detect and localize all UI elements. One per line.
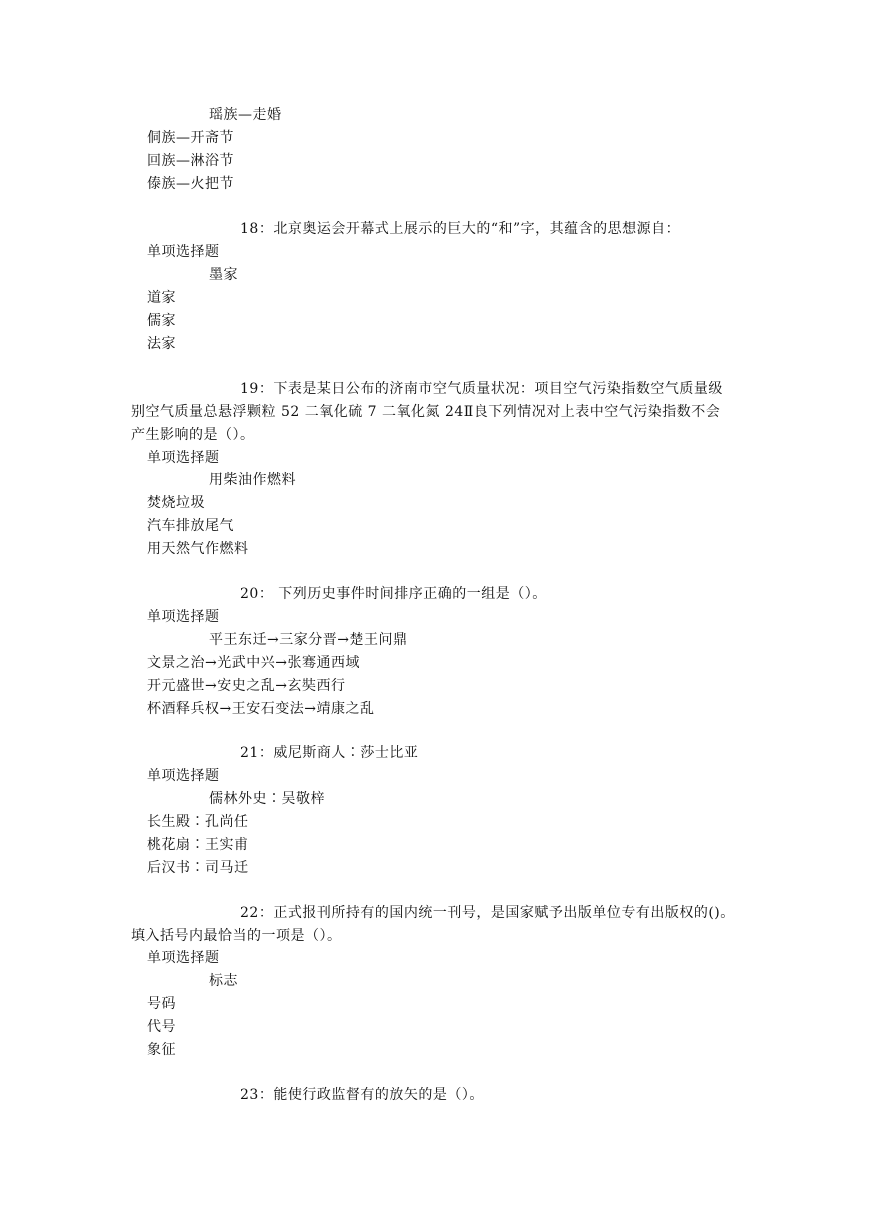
question-19-type: 单项选择题 [147, 450, 220, 466]
question-18-option-c[interactable]: 儒家 [147, 313, 176, 329]
question-21-option-b[interactable]: 长生殿∶孔尚任 [147, 814, 249, 830]
question-19-option-b[interactable]: 焚烧垃圾 [147, 495, 205, 511]
question-18-type: 单项选择题 [147, 244, 220, 260]
question-19-stem-line-1: 19：下表是某日公布的济南市空气质量状况：项目空气污染指数空气质量级 [240, 381, 723, 397]
question-20-option-b[interactable]: 文景之治→光武中兴→张骞通西域 [147, 655, 360, 671]
question-19-option-d[interactable]: 用天然气作燃料 [147, 541, 249, 557]
question-20-stem: 20： 下列历史事件时间排序正确的一组是（）。 [240, 586, 547, 602]
option-a[interactable]: 瑶族—走婚 [209, 107, 282, 123]
question-19-option-a[interactable]: 用柴油作燃料 [209, 472, 296, 488]
question-18-stem: 18：北京奥运会开幕式上展示的巨大的“和”字，其蕴含的思想源自： [240, 221, 681, 237]
question-21-type: 单项选择题 [147, 768, 220, 784]
question-22-option-b[interactable]: 号码 [147, 996, 176, 1012]
question-19-option-c[interactable]: 汽车排放尾气 [147, 518, 234, 534]
question-22-stem-line-2: 填入括号内最恰当的一项是（）。 [131, 928, 342, 944]
question-22-option-d[interactable]: 象征 [147, 1042, 176, 1058]
question-22-stem-line-1: 22：正式报刊所持有的国内统一刊号，是国家赋予出版单位专有出版权的()。 [240, 905, 735, 921]
question-22-type: 单项选择题 [147, 950, 220, 966]
option-c[interactable]: 回族—淋浴节 [147, 153, 234, 169]
question-23-stem: 23：能使行政监督有的放矢的是（）。 [240, 1087, 484, 1103]
question-18-option-b[interactable]: 道家 [147, 290, 176, 306]
question-20-type: 单项选择题 [147, 609, 220, 625]
question-20-option-a[interactable]: 平王东迁→三家分晋→楚王问鼎 [209, 632, 408, 648]
question-20-option-d[interactable]: 杯酒释兵权→王安石变法→靖康之乱 [147, 701, 375, 717]
question-18-option-d[interactable]: 法家 [147, 336, 176, 352]
question-21-stem: 21：威尼斯商人∶莎士比亚 [240, 745, 419, 761]
question-18-option-a[interactable]: 墨家 [209, 267, 238, 283]
question-21-option-a[interactable]: 儒林外史∶吴敬梓 [209, 791, 325, 807]
question-20-option-c[interactable]: 开元盛世→安史之乱→玄奘西行 [147, 678, 346, 694]
option-b[interactable]: 侗族—开斋节 [147, 130, 234, 146]
question-19-stem-line-2: 别空气质量总悬浮颗粒 52 二氧化硫 7 二氧化氮 24Ⅱ良下列情况对上表中空气污染指数不会 [131, 404, 721, 420]
option-d[interactable]: 傣族—火把节 [147, 176, 234, 192]
question-22-option-a[interactable]: 标志 [209, 973, 238, 989]
question-21-option-c[interactable]: 桃花扇∶王实甫 [147, 837, 249, 853]
question-21-option-d[interactable]: 后汉书∶司马迁 [147, 860, 249, 876]
question-22-option-c[interactable]: 代号 [147, 1019, 176, 1035]
question-19-stem-line-3: 产生影响的是（）。 [131, 427, 255, 443]
